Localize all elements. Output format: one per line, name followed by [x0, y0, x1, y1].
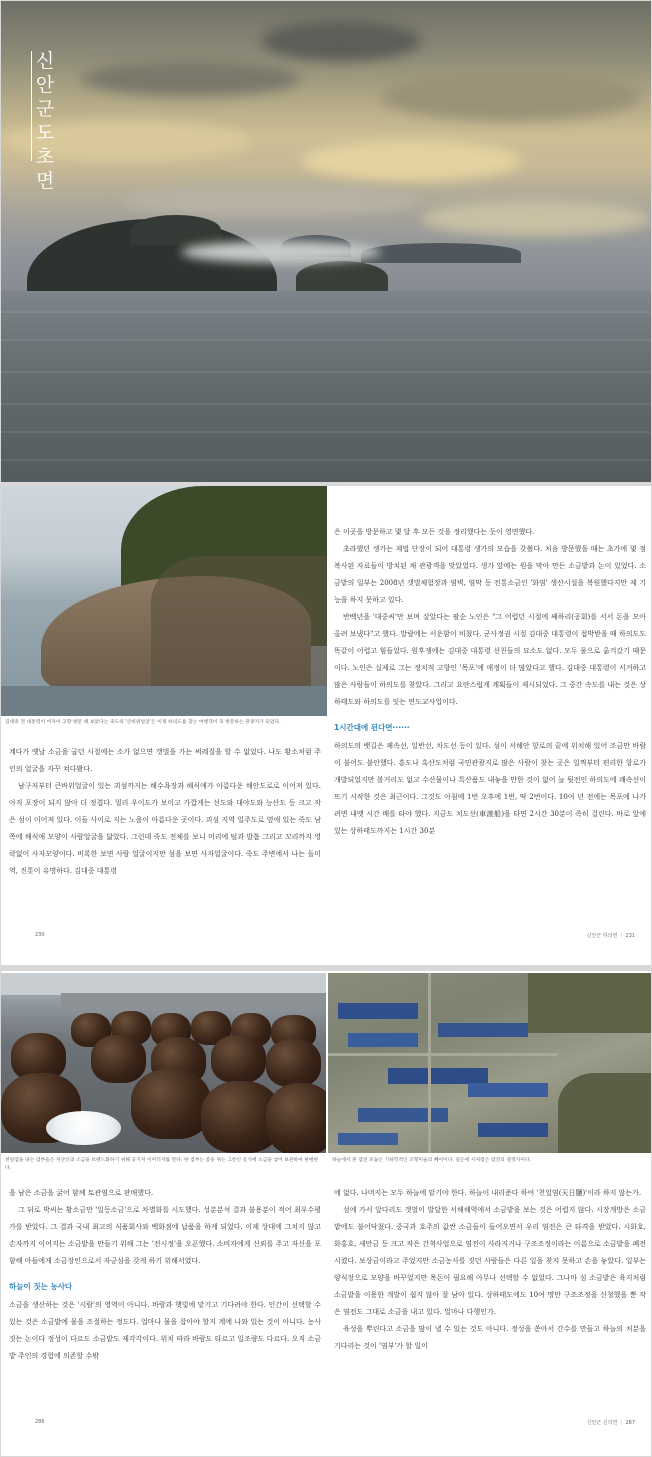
paragraph: 초라했던 생가는 제법 단장이 되어 대통령 생가의 모습을 갖췄다. 처음 방문했을 때는 초가에 몇 점 복사된 자료들이 방치된 채 관광객을 맞았었다. 생가 앞에는 원을 막아 만든 소금밭과 논이 있었다. 소금밭의 일부는 2008년 갯벌체험장과 염벽, 염막 등 전통소금인 '화염' 생산시설을 복원했다지만 제 기능을 하지 못하고 있다.	[334, 545, 646, 604]
left-column-text	[9, 1185, 321, 1365]
page-number-left: 230	[35, 932, 45, 938]
photo-caption-right: 하늘에서 본 염전 모습은 기하학적인 조형미술의 빼어이다. 길은에 시처럼은 염전의 결정지이다.	[332, 1158, 532, 1163]
paragraph: 그 뒤로 박씨는 황소금만 '일등소금'으로 차별화를 시도했다. 성분분석 결과 불용분이 적어 최우수평가를 받았다. 그 결과 국내 최고의 식품회사와 백화점에 납품을 하게 되었다. 이제 상대에 그치지 않고 손자까지 이어지는 소금밭을 만들기 위해 그는 '전시정'을 오픈했다. 소비자에게 신뢰를 주고 자신을 포함해 아들에게 소금장인으로서 자긍심을 갖게 하기 위해서였다.	[9, 1206, 321, 1265]
right-column-text	[334, 524, 646, 840]
paragraph: 하의도의 뱃길은 쾌속선, 일반선, 차도선 등이 있다. 섬이 서해안 항로의 끝에 위치해 있어 조금만 바람이 불어도 불안했다. 흥도나 흑산도처럼 국민관광지로 많은 사람이 찾는 곳은 일찍부터 편리한 항로가 개발되었지만 볼거리도 없고 수산물이나 특산품도 내놓을 만한 것이 없어 늘 뒷전인 하의도에 쾌속선이 뜨기 시작한 것은 최근이다. 그것도 아침에 1번 오후에 1번, 딱 2번이다. 10여 년 전에는 목포에 나가려면 내맷 시간 배를 타야 했다. 지금도 치도선(車渡船)을 타면 2시간 30분이 족히 걸린다. 바로 앞에 있는 상하태도까지는 1시간 30분	[334, 742, 646, 835]
sea-photo	[1, 291, 651, 482]
right-column-text	[334, 1185, 646, 1355]
title-rule	[31, 51, 32, 161]
photo-caption-left: 천일염을 내는 염부들은 저산인의 소금을 브랜드화하기 위해 공기저 이미더지를 만다. 한 염부는 좀을 위는 그릇인 옹기에 소금을 넣어 보관하여 판매한다.	[5, 1158, 319, 1171]
salt-jars-photo	[1, 973, 326, 1153]
paragraph: 을 남은 소금을 굵어 함께 토관염으로 판매했다.	[9, 1189, 154, 1197]
paragraph: 에 없다. 나머지는 모두 하늘에 맡기야 한다. 하늘이 내리준다 하여 '천일염(天日鹽)'이라 하지 않는가.	[334, 1189, 642, 1197]
page-title: 신안군 도초면	[35, 50, 57, 192]
rock-face-cliff-photo	[1, 486, 327, 716]
page-2	[1, 486, 651, 965]
aerial-salt-farm-photo	[328, 973, 651, 1153]
left-column-text	[9, 744, 321, 880]
page-1	[1, 1, 651, 482]
paragraph: 소금을 생산하는 것은 '시람'의 영역이 아니다. 바람과 햇빛에 맡기고 기다려야 한다. 인간이 선택할 수 있는 것은 소금밭에 물을 조절하는 정도다. 얼마나 물을 잡아야 할지 계에 나와 있는 것이 아니다. 농사짓는 논이다 정성이 다르도 소금밭도 제각각이다. 위치 따라 바람도 타르고 일조량도 다르다. 오직 소금밭 주인의 경험에 의존할 수밖	[9, 1301, 321, 1360]
paragraph: 은 이곳을 방문하고 몇 달 후 모든 것을 정리했다는 듯이 영면했다.	[334, 528, 535, 536]
section-subheading: 하늘이 짓는 농사다	[9, 1282, 73, 1291]
paragraph: 반백년을 '대중씨'만 보며 살았다는 팔순 노인은 "그 어렵던 시절에 쌔하리(공회)를 서서 돈을 모아 올려 보냈다"고 했다. 발랄에는 서운함이 비쳤다. 군사정권 시절 김대중 대통령이 접박받을 때 하의도도 똑같이 어렵고 힘들었다. 원후쟁에는 김대중 대통령 선친들의 묘소도 없다. 모두 물으로 옮겨갔기 때문이다. 노인은 실제로 그는 정치적 고향인 '목포'에 애정이 더 많았다고 했다. 김대중 대통령이 서거하고 많은 사람들이 하의도를 찾았다. 그리고 요란스럽게 계획들이 제시되었다. 그 중간 속도를 내는 것은 상하태도와 하의도를 잇는 연도교사업이다.	[334, 613, 646, 706]
sunset-sky-photo	[1, 1, 651, 296]
page-number-right: 신안군 신의면 ｜ 287	[586, 1420, 635, 1426]
paragraph: 남구저부터 큰바위얼굴이 있는 괴섬까지는 해수욕장과 해식애가 아름다운 해안도로로 이어져 있다. 아직 포장이 되지 않아 더 정겹다. 멀리 우이도가 보이고 가깝게는 선도와 대야도와 능산도 등 크고 작은 섬이 이어져 있다. 이들 사이로 지는 노을이 아름다운 곳이다. 괴섬 지역 일주도로 옆에 있는 죽도 남쪽에 해식애 모양이 사람얼굴을 닮았다. 그런데 죽도 전체를 보니 머리에 털과 발톱 그리고 꼬리까지 영락없이 사자모양이다. 비록한 보면 사람 얼굴이지만 섬을 보면 사자얼굴이다. 죽도 주변에서 나는 돌미역, 진톳이 유명하다. 김대중 대통령	[9, 782, 321, 875]
paragraph: 섬에 가서 알다리도 갯벌이 발달한 서해해역에서 소금밭을 보는 것은 어렵지 않다. 시장개방은 소금밭에도 불어닥쳤다. 중국과 호주의 값싼 소금들이 들어오면서 우리 염전은 큰 타격을 받았다. 시화호, 화홍호, 새만금 등 크고 작은 간척사업으로 염전이 사라지거나 구조조정이라는 이름으로 소금밭을 폐전시켰다. 보상금이라고 주었지만 소금농사를 짓던 사람들은 다른 일을 찾지 못하고 손을 놓았다. 일부는 양식장으로 모양을 바꾸었지만 목돈이 필요해 아무나 선택할 수 없었다. 그나마 섬 소금밭은 육지처럼 소금밭을 이용한 개발이 쉽지 않아 잘 남아 있다. 상하태도에도 10여 명만 구조조정을 신청했을 뿐 작은 염전도 그대로 소금을 내고 있다. 얼마나 다행인가.	[334, 1206, 646, 1316]
paragraph: 계다가 옛날 소금을 굽던 시절에는 소가 없으면 갯벌을 가는 써레질을 할 수 없었다. 나도 황소처럼 주인의 얼굴을 자꾸 쳐다봤다.	[9, 748, 321, 773]
page-number-right: 신안군 하의면 ｜ 231	[586, 933, 635, 939]
page-3	[1, 971, 651, 1456]
page-number-left: 286	[35, 1419, 45, 1425]
photo-caption: 김대중 전 대통령이 어자이 고향 방문 때 보았다는 죽도의 '큰바위얼굴'은 이제 하의도를 찾는 여행객이 꼭 방문하는 관광지가 되었다.	[5, 720, 281, 725]
paragraph: 육성을 뿌린다고 소금을 많이 낼 수 있는 것도 아니다. 정성을 쏟아서 간수를 만들고 하늘의 처분을 기다리는 것이 '염부'가 할 일이	[334, 1325, 646, 1350]
section-subheading: 1시간대에 된다면······	[334, 723, 410, 732]
